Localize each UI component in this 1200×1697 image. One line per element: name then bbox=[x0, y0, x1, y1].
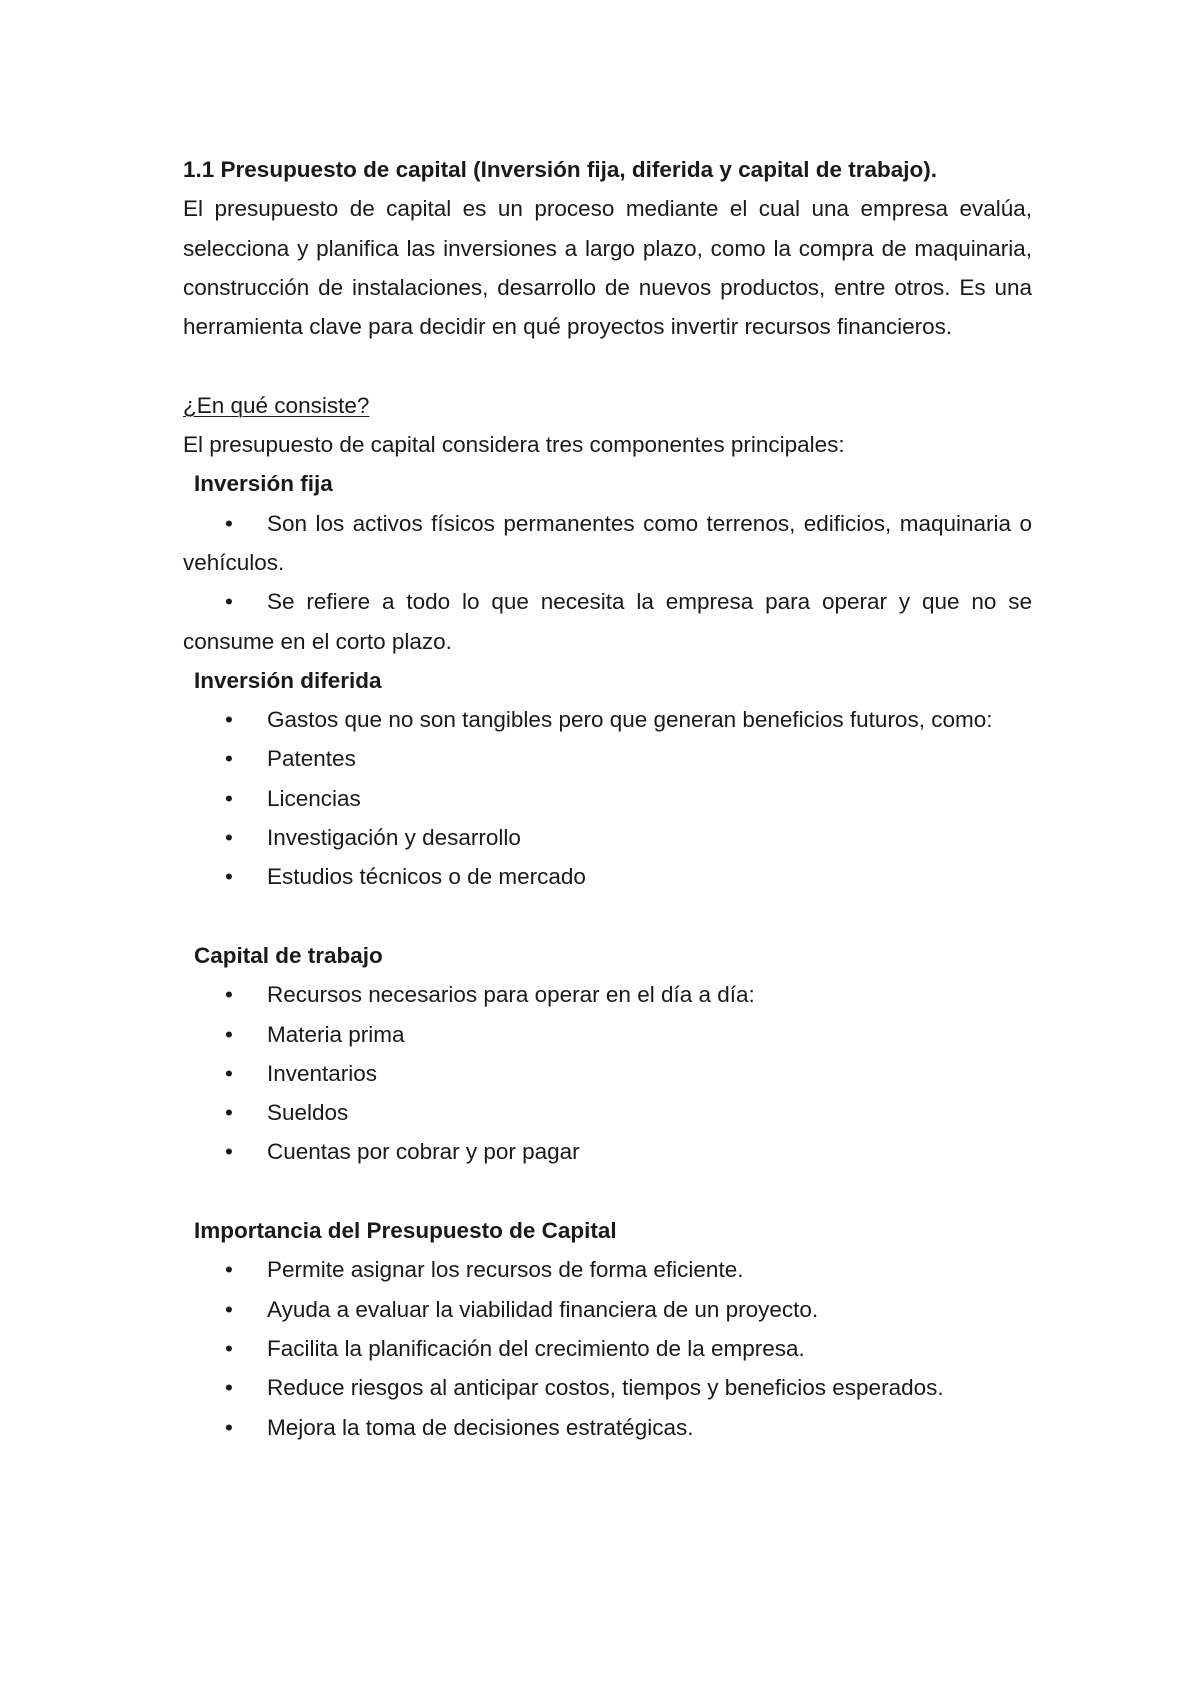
list-item bbox=[183, 582, 1032, 661]
bullet-icon: • bbox=[225, 510, 233, 536]
list-item-text: Licencias bbox=[267, 785, 361, 811]
list-item bbox=[183, 1093, 1032, 1132]
bullet-icon: • bbox=[225, 1100, 233, 1126]
list-capital-trabajo bbox=[183, 975, 1032, 1171]
bullet-icon: • bbox=[225, 982, 233, 1008]
list-item-text: Reduce riesgos al anticipar costos, tiempos y beneficios esperados. bbox=[267, 1375, 944, 1401]
spacer bbox=[183, 897, 1032, 936]
bullet-icon: • bbox=[225, 1060, 233, 1086]
subheading-capital-trabajo: Capital de trabajo bbox=[194, 942, 383, 968]
components-intro: El presupuesto de capital considera tres componentes principales: bbox=[183, 432, 845, 458]
list-item bbox=[183, 1054, 1032, 1093]
list-item bbox=[183, 504, 1032, 583]
list-item bbox=[183, 1368, 1032, 1407]
intro-paragraph: El presupuesto de capital es un proceso mediante el cual una empresa evalúa, selecciona y planifica las inversiones a largo plazo, como la compra de maquinaria, construcción de instalaciones, desarrollo de nuevos productos, entre otros. Es una herramienta clave para decidir en qué proyectos invertir recursos financieros. bbox=[183, 196, 1032, 340]
bullet-icon: • bbox=[225, 1021, 233, 1047]
bullet-icon: • bbox=[225, 1375, 233, 1401]
list-item bbox=[183, 1132, 1032, 1171]
list-item-text: Ayuda a evaluar la viabilidad financiera de un proyecto. bbox=[267, 1296, 819, 1322]
list-item bbox=[183, 1408, 1032, 1447]
bullet-icon: • bbox=[225, 1257, 233, 1283]
spacer bbox=[183, 346, 1032, 385]
bullet-icon: • bbox=[225, 589, 233, 615]
list-item bbox=[183, 1329, 1032, 1368]
list-item-text: Materia prima bbox=[267, 1021, 405, 1047]
bullet-icon: • bbox=[225, 707, 233, 733]
question-link-text: ¿En qué consiste? bbox=[183, 392, 370, 418]
list-importancia bbox=[183, 1250, 1032, 1446]
list-item bbox=[183, 739, 1032, 778]
list-item-text: Cuentas por cobrar y por pagar bbox=[267, 1139, 580, 1165]
list-item bbox=[183, 1015, 1032, 1054]
spacer bbox=[183, 1172, 1032, 1211]
bullet-icon: • bbox=[225, 746, 233, 772]
list-item-text: Inventarios bbox=[267, 1060, 378, 1086]
list-item bbox=[183, 818, 1032, 857]
list-inversion-fija bbox=[183, 504, 1032, 661]
subheading-inversion-diferida: Inversión diferida bbox=[194, 667, 382, 693]
list-item-text: Investigación y desarrollo bbox=[267, 825, 521, 851]
document-page bbox=[183, 150, 1032, 1447]
list-item-text: Sueldos bbox=[267, 1100, 349, 1126]
bullet-icon: • bbox=[225, 864, 233, 890]
list-item-text: Mejora la toma de decisiones estratégicas. bbox=[267, 1414, 694, 1440]
list-item bbox=[183, 1250, 1032, 1289]
list-item-text: Recursos necesarios para operar en el día a día: bbox=[267, 982, 755, 1008]
question-heading bbox=[183, 386, 1032, 425]
section-title: 1.1 Presupuesto de capital (Inversión fija, diferida y capital de trabajo). bbox=[183, 157, 937, 182]
list-item-text: Estudios técnicos o de mercado bbox=[267, 864, 586, 890]
list-item-text: Gastos que no son tangibles pero que generan beneficios futuros, como: bbox=[267, 707, 993, 733]
list-item bbox=[183, 700, 1032, 739]
bullet-icon: • bbox=[225, 1335, 233, 1361]
bullet-icon: • bbox=[225, 1139, 233, 1165]
list-item bbox=[183, 779, 1032, 818]
bullet-icon: • bbox=[225, 825, 233, 851]
list-item-text: Patentes bbox=[267, 746, 356, 772]
bullet-icon: • bbox=[225, 785, 233, 811]
list-inversion-diferida bbox=[183, 700, 1032, 896]
subheading-importancia: Importancia del Presupuesto de Capital bbox=[194, 1218, 617, 1244]
list-item-text: Son los activos físicos permanentes como terrenos, edificios, maquinaria o vehículos. bbox=[183, 510, 1032, 575]
bullet-icon: • bbox=[225, 1414, 233, 1440]
list-item bbox=[183, 857, 1032, 896]
list-item-text: Se refiere a todo lo que necesita la empresa para operar y que no se consume en el corto plazo. bbox=[183, 589, 1032, 654]
list-item bbox=[183, 975, 1032, 1014]
subheading-inversion-fija: Inversión fija bbox=[194, 471, 333, 497]
list-item bbox=[183, 1290, 1032, 1329]
bullet-icon: • bbox=[225, 1296, 233, 1322]
list-item-text: Permite asignar los recursos de forma eficiente. bbox=[267, 1257, 744, 1283]
list-item-text: Facilita la planificación del crecimiento de la empresa. bbox=[267, 1335, 805, 1361]
